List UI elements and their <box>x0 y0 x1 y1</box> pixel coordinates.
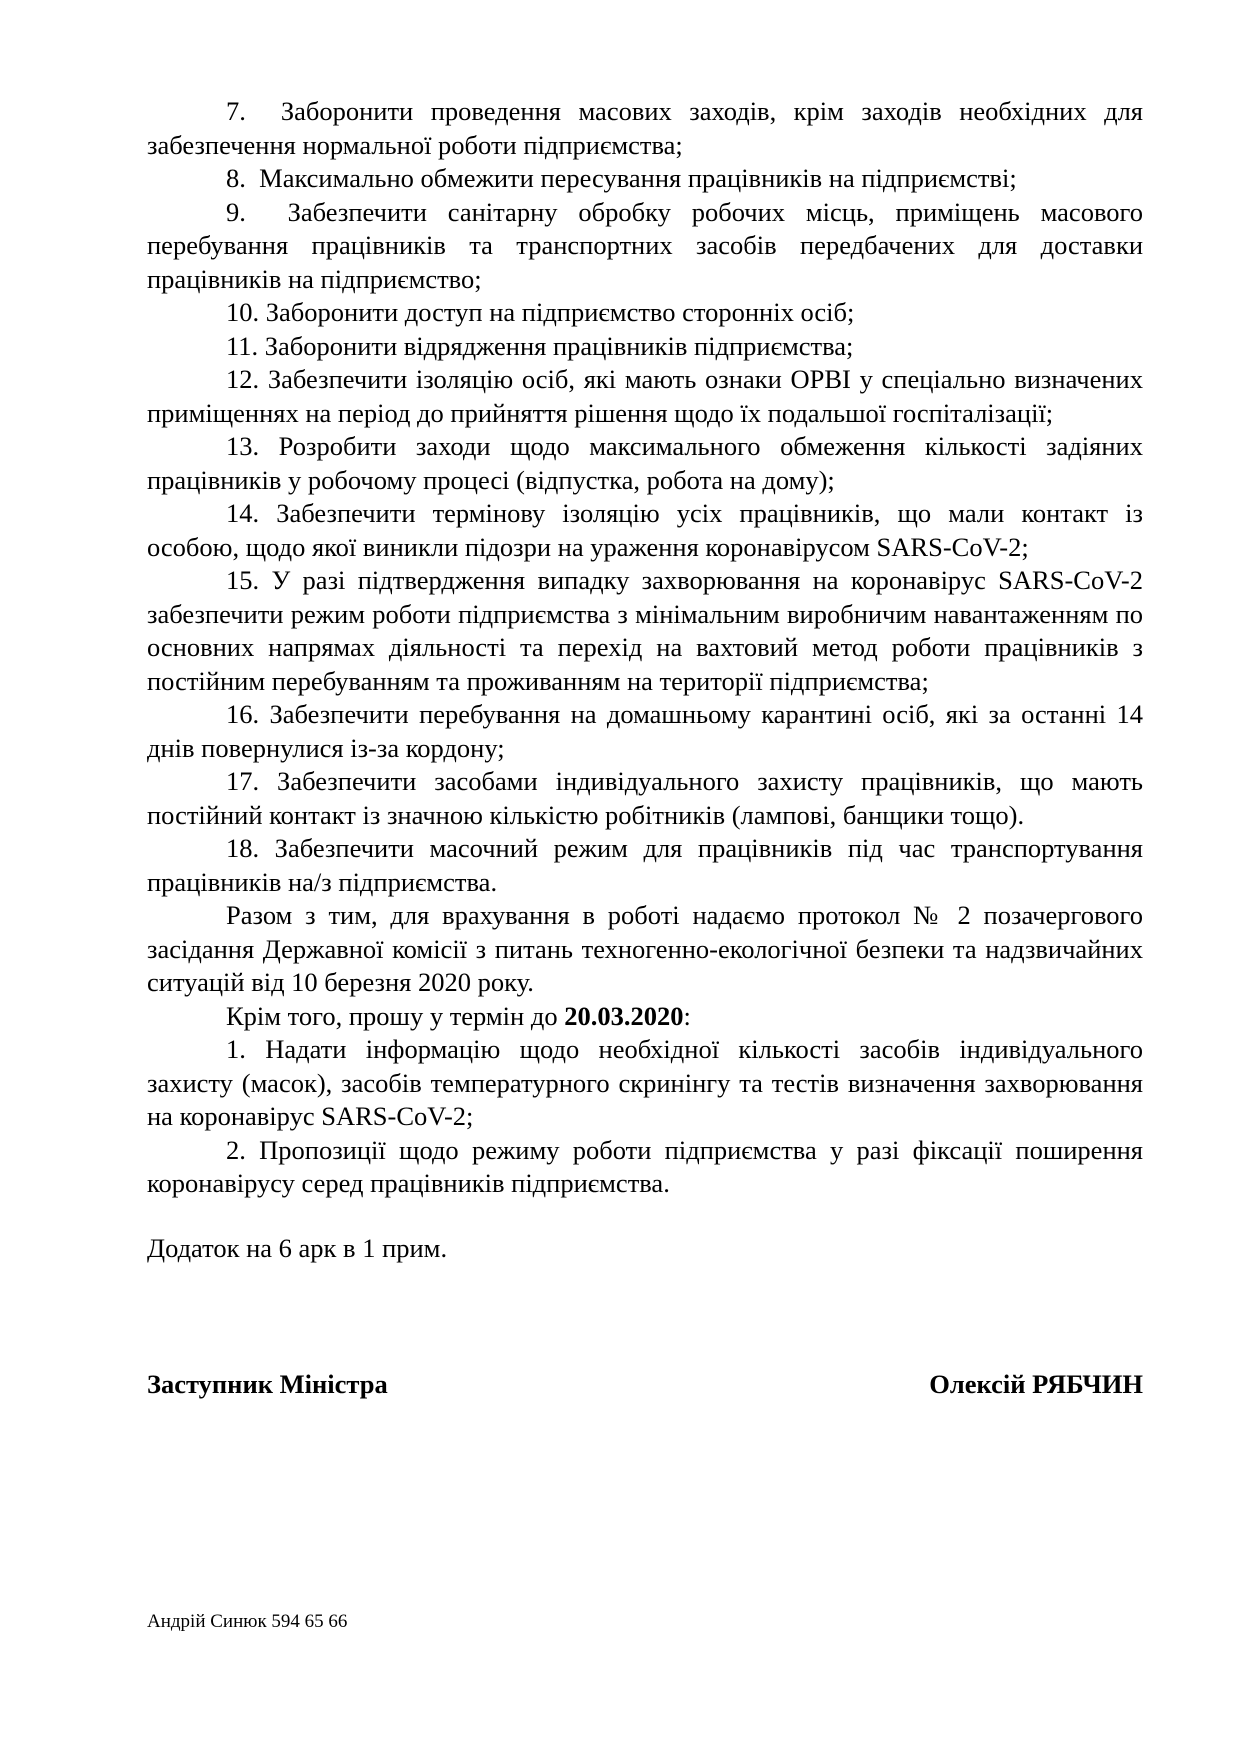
request-intro-suffix: : <box>683 1000 691 1031</box>
document-body <box>147 95 1150 1265</box>
protocol-paragraph: Разом з тим, для врахування в роботі надаємо протокол № 2 позачергового засідання Державної комісії з питань техногенно-екологічної безпеки та надзвичайних ситуацій від 10 березня 2020 року. <box>147 900 1150 997</box>
list-item-16: 16. Забезпечити перебування на домашньому карантині осіб, які за останні 14 днів повернулися із-за кордону; <box>147 699 1150 763</box>
signature-block <box>147 1367 1143 1401</box>
request-intro-prefix: Крім того, прошу у термін до <box>226 1000 565 1031</box>
signatory-position: Заступник Міністра <box>147 1369 388 1399</box>
list-item-9: 9. Забезпечити санітарну обробку робочих місць, приміщень масового перебування працівників та транспортних засобів передбачених для доставки працівників на підприємство; <box>147 196 1150 294</box>
list-item-18: 18. Забезпечити масочний режим для працівників під час транспортування працівників на/з підприємства. <box>147 833 1150 897</box>
signatory-name: Олексій РЯБЧИН <box>929 1369 1143 1399</box>
list-item-11: 11. Заборонити відрядження працівників підприємства; <box>226 330 854 361</box>
request-deadline: 20.03.2020 <box>564 1000 684 1031</box>
request-intro <box>147 1000 1143 1034</box>
attachment-note: Додаток на 6 арк в 1 прим. <box>147 1232 448 1263</box>
list-item-12: 12. Забезпечити ізоляцію осіб, які мають ознаки ОРВІ у спеціально визначених приміщеннях на період до прийняття рішення щодо їх подальшої госпіталізації; <box>147 364 1150 428</box>
list-item-10: 10. Заборонити доступ на підприємство сторонніх осіб; <box>226 297 855 327</box>
list-item-14: 14. Забезпечити термінову ізоляцію усіх працівників, що мали контакт із особою, щодо якої виникли підозри на ураження коронавірусом SARS-CoV-2; <box>147 498 1150 562</box>
executor-contact: Андрій Синюк 594 65 66 <box>147 1611 348 1632</box>
list-item-17: 17. Забезпечити засобами індивідуального захисту працівників, що мають постійний контакт із значною кількістю робітників (лампові, банщики тощо). <box>147 766 1150 830</box>
list-item-15: 15. У разі підтвердження випадку захворювання на коронавірус SARS-CoV-2 забезпечити режим роботи підприємства з мінімальним виробничим навантаженням по основних напрямах діяльності та перехід на вахтовий метод роботи працівників з постійним перебуванням та проживанням на території підприємства; <box>147 565 1150 696</box>
list-item-13: 13. Розробити заходи щодо максимального обмеження кількості задіяних працівників у робочому процесі (відпустка, робота на дому); <box>147 431 1150 495</box>
request-item-1: 1. Надати інформацію щодо необхідної кількості засобів індивідуального захисту (масок), засобів температурного скринінгу та тестів визначення захворювання на коронавірус SARS-CoV-2; <box>147 1034 1150 1131</box>
list-item-7: 7. Заборонити проведення масових заходів, крім заходів необхідних для забезпечення нормальної роботи підприємства; <box>147 96 1150 160</box>
list-item-8: 8. Максимально обмежити пересування працівників на підприємстві; <box>226 163 1017 193</box>
request-item-2: 2. Пропозиції щодо режиму роботи підприємства у разі фіксації поширення коронавірусу серед працівників підприємства. <box>147 1134 1150 1198</box>
